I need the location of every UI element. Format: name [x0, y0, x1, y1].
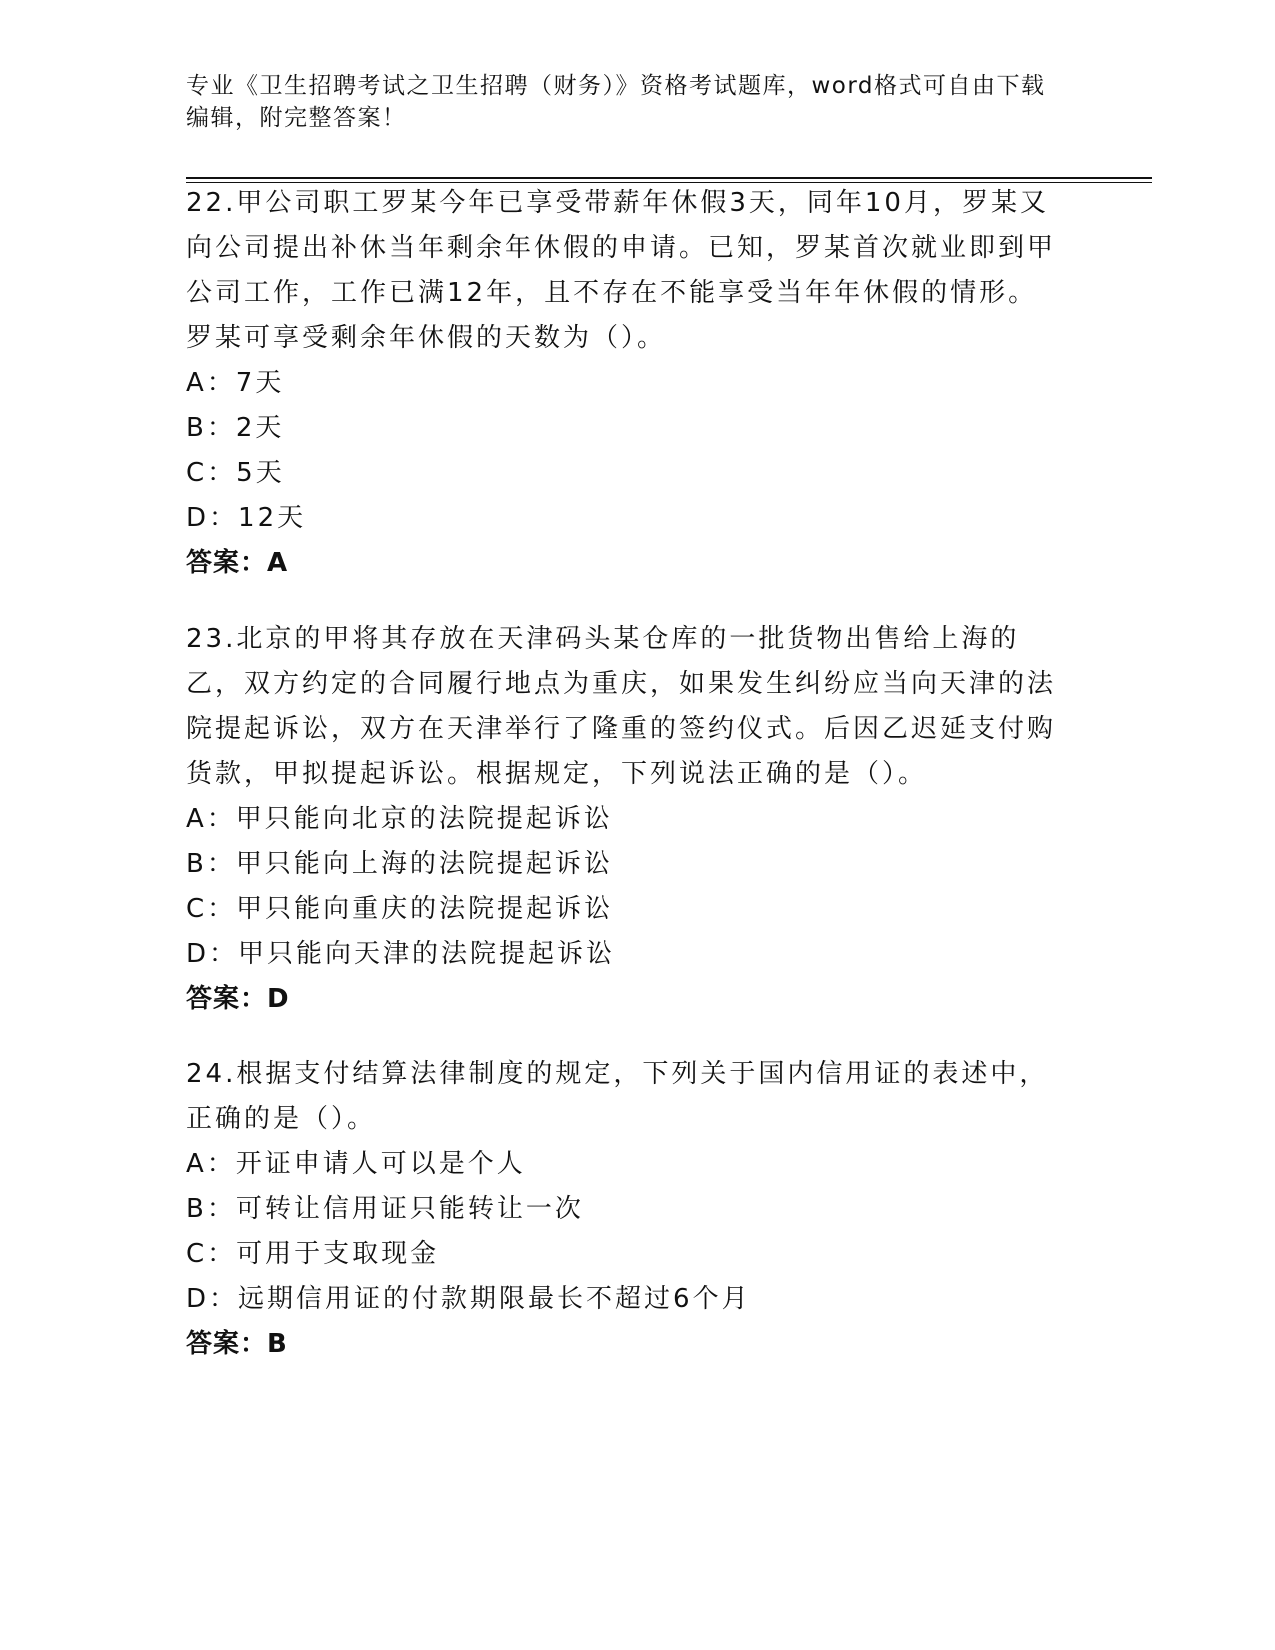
- option-b: B：甲只能向上海的法院提起诉讼: [186, 849, 613, 879]
- document-header: 专业《卫生招聘考试之卫生招聘（财务）》资格考试题库，word格式可自由下载编辑，附完整答案！: [186, 73, 1046, 131]
- option-c: C：5天: [186, 458, 285, 488]
- question-stem: 23.北京的甲将其存放在天津码头某仓库的一批货物出售给上海的乙，双方约定的合同履行地点为重庆，如果发生纠纷应当向天津的法院提起诉讼，双方在天津举行了隆重的签约仪式。后因乙迟延支付购货款，甲拟提起诉讼。根据规定，下列说法正确的是（）。: [186, 624, 1057, 789]
- answer-value: D: [267, 984, 290, 1014]
- question-24: [186, 1052, 1066, 1367]
- option-d: D：远期信用证的付款期限最长不超过6个月: [186, 1284, 751, 1314]
- option-a: A：开证申请人可以是个人: [186, 1149, 526, 1179]
- option-c: C：可用于支取现金: [186, 1239, 440, 1269]
- question-22: [186, 181, 1066, 586]
- question-23: [186, 617, 1066, 1022]
- option-a: A：7天: [186, 368, 285, 398]
- option-b: B：可转让信用证只能转让一次: [186, 1194, 584, 1224]
- option-c: C：甲只能向重庆的法院提起诉讼: [186, 894, 614, 924]
- answer-label: 答案：: [186, 1329, 268, 1359]
- option-d: D：12天: [186, 503, 307, 533]
- option-a: A：甲只能向北京的法院提起诉讼: [186, 804, 613, 834]
- answer-label: 答案：: [186, 984, 268, 1014]
- option-d: D：甲只能向天津的法院提起诉讼: [186, 939, 616, 969]
- question-stem: 24.根据支付结算法律制度的规定，下列关于国内信用证的表述中，正确的是（）。: [186, 1059, 1049, 1134]
- answer-value: A: [267, 548, 289, 578]
- question-stem: 22.甲公司职工罗某今年已享受带薪年休假3天，同年10月，罗某又向公司提出补休当年剩余年休假的申请。已知，罗某首次就业即到甲公司工作，工作已满12年，且不存在不能享受当年年休假的情形。罗某可享受剩余年休假的天数为（）。: [186, 188, 1057, 353]
- answer-label: 答案：: [186, 548, 268, 578]
- answer-line: [186, 1322, 1066, 1367]
- answer-value: B: [267, 1329, 288, 1359]
- option-b: B：2天: [186, 413, 285, 443]
- answer-line: [186, 541, 1066, 586]
- header-divider-thick: [186, 177, 1152, 179]
- answer-line: [186, 977, 1066, 1022]
